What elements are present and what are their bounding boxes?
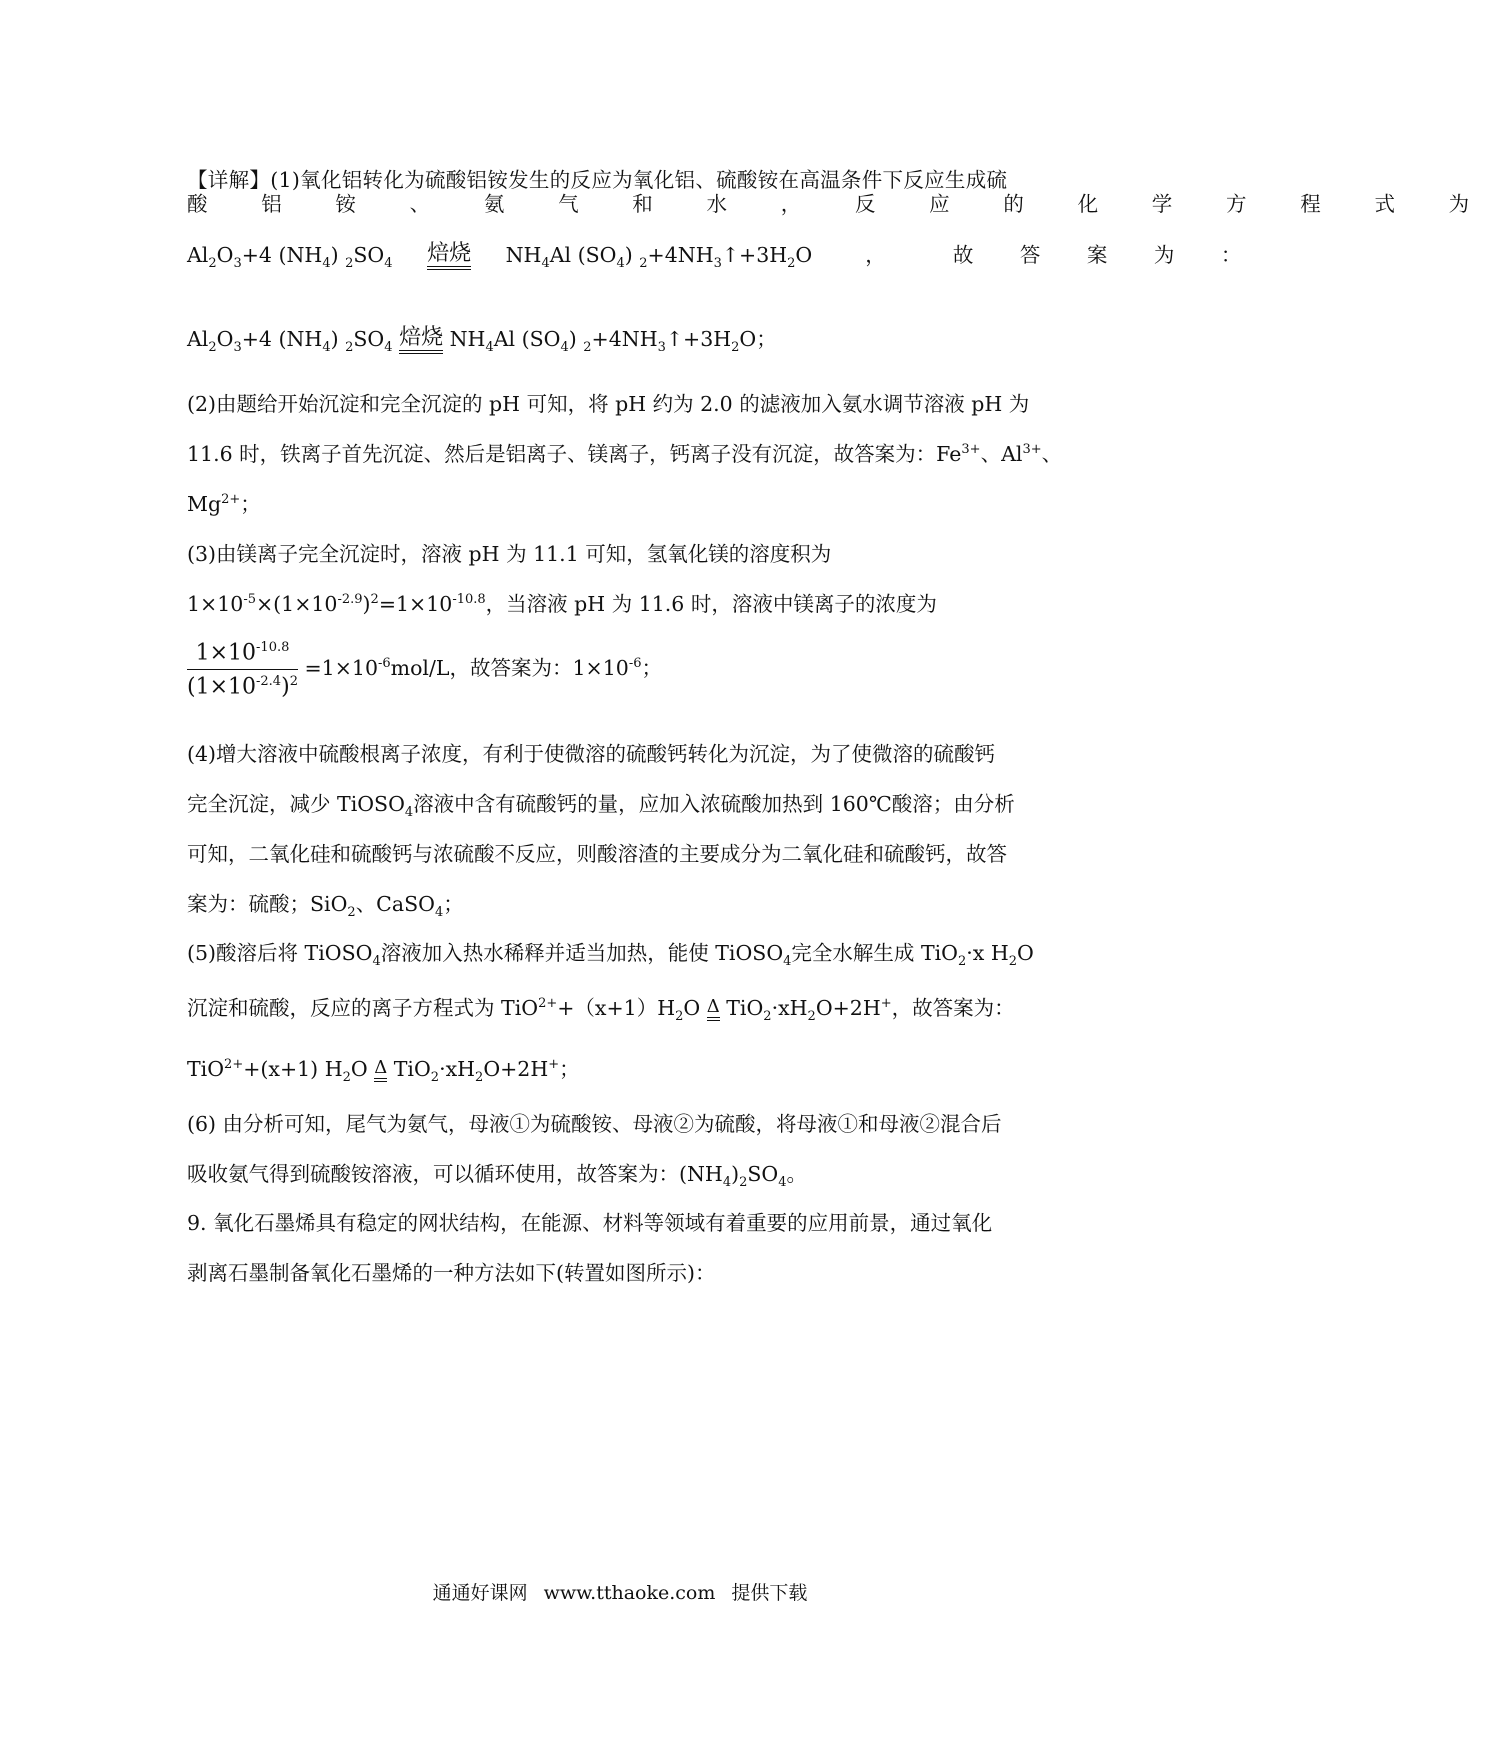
text: 11.6 时，铁离子首先沉淀、然后是铝离子、镁离子，钙离子没有沉淀，故答案为：$Fe^{3+}$、$Al^{3+}$、 bbox=[187, 442, 1063, 466]
numerator: $1\times 10^{-10.8}$ bbox=[187, 640, 298, 670]
answer-line-13 bbox=[187, 837, 1007, 867]
answer-line-12 bbox=[187, 787, 1015, 820]
text: 完全沉淀，减少 TiOSO$_4$溶液中含有硫酸钙的量，应加入浓硫酸加热到 160℃酸溶；由分析 bbox=[187, 792, 1015, 821]
text: 沉淀和硫酸，反应的离子方程式为 $TiO^{2+}+(x+1)H_2O$ bbox=[187, 996, 701, 1025]
fraction-line bbox=[187, 640, 662, 700]
text: 故 答 案 为 ： bbox=[952, 243, 1262, 267]
answer-line-18 bbox=[187, 1107, 1002, 1137]
text: (6) 由分析可知，尾气为氨气，母液①为硫酸铵、母液②为硫酸，将母液①和母液②混合后 bbox=[187, 1112, 1002, 1136]
answer-line-5 bbox=[187, 387, 1029, 417]
text: 【详解】(1)氧化铝转化为硫酸铝铵发生的反应为氧化铝、硫酸铵在高温条件下反应生成硫 bbox=[187, 168, 1008, 192]
answer-line-9 bbox=[187, 587, 937, 617]
text: $NH_4Al$ $(SO_4)$ $_2+4NH_3↑+3H_2O$ bbox=[505, 243, 813, 272]
answer-line-14 bbox=[187, 887, 464, 920]
reaction-condition: Δ bbox=[707, 998, 720, 1021]
text: TiO$^{2+}$+(x+1) $H_2O$ bbox=[187, 1057, 368, 1086]
text: $1\times 10^{-5}\times(1\times 10^{-2.9})^2=1\times 10^{-10.8}$，当溶液 pH 为 11.6 时，溶液中镁离子的浓度为 bbox=[187, 592, 937, 616]
text: 9. 氧化石墨烯具有稳定的网状结构，在能源、材料等领域有着重要的应用前景，通过氧化 bbox=[187, 1211, 993, 1235]
reaction-condition: 焙烧 bbox=[399, 327, 443, 354]
text: (2)由题给开始沉淀和完全沉淀的 pH 可知，将 pH 约为 2.0 的滤液加入氨水调节溶液 pH 为 bbox=[187, 392, 1030, 416]
answer-line-11 bbox=[187, 737, 995, 767]
text: $=1\times 10^{-6}mol/L$，故答案为：$1\times 10^{-6}$； bbox=[304, 656, 662, 681]
text: $Al_2O_3+4$ $(NH_4)$ $_2SO_4$ bbox=[187, 327, 393, 356]
answer-line-15 bbox=[187, 936, 1034, 969]
question-9-line-2 bbox=[187, 1256, 716, 1286]
text: ， bbox=[865, 243, 886, 267]
reaction-condition: Δ bbox=[374, 1059, 387, 1082]
text: 酸 铝 铵 、 氨 气 和 水 ， 反 应 的 化 学 方 程 式 为 bbox=[187, 192, 1493, 216]
footer-site-name: 通通好课网 bbox=[432, 1582, 528, 1604]
equation-line-1 bbox=[187, 238, 1261, 271]
text: (5)酸溶后将 TiOSO$_4$溶液加入热水稀释并适当加热，能使 TiOSO$_4$完全水解生成 TiO$_2$·x $H_2O$ bbox=[187, 941, 1034, 970]
fraction bbox=[187, 640, 298, 700]
text: (3)由镁离子完全沉淀时，溶液 pH 为 11.1 可知，氢氧化镁的溶度积为 bbox=[187, 542, 832, 566]
answer-line-7 bbox=[187, 487, 261, 517]
equation-line-2 bbox=[187, 322, 777, 355]
text: $Mg^{2+}$； bbox=[187, 492, 261, 516]
answer-line-19 bbox=[187, 1157, 807, 1190]
answer-line-6 bbox=[187, 437, 1062, 467]
question-9-line-1 bbox=[187, 1206, 992, 1236]
answer-line-17 bbox=[187, 1052, 580, 1085]
text: $NH_4Al$ $(SO_4)$ $_2+4NH_3↑+3H_2O$； bbox=[449, 327, 777, 356]
footer-text: 提供下载 bbox=[731, 1582, 808, 1604]
text: 案为：硫酸；SiO$_2$、CaSO$_4$； bbox=[187, 892, 464, 921]
text: $TiO_2\cdot xH_2O+2H^+$； bbox=[393, 1057, 580, 1086]
answer-line-16 bbox=[187, 991, 1015, 1024]
text: 可知，二氧化硅和硫酸钙与浓硫酸不反应，则酸溶渣的主要成分为二氧化硅和硫酸钙，故答 bbox=[187, 842, 1007, 866]
text: $Al_2O_3+4$ $(NH_4)$ $_2SO_4$ bbox=[187, 243, 393, 272]
text: $TiO_2\cdot xH_2O+2H^+$，故答案为： bbox=[726, 996, 1015, 1025]
footer-url[interactable]: www.tthaoke.com bbox=[543, 1582, 716, 1604]
answer-line-8 bbox=[187, 537, 831, 567]
denominator: $(1\times 10^{-2.4})^2$ bbox=[187, 674, 298, 700]
text: (4)增大溶液中硫酸根离子浓度，有利于使微溶的硫酸钙转化为沉淀，为了使微溶的硫酸钙 bbox=[187, 742, 996, 766]
text: 剥离石墨制备氧化石墨烯的一种方法如下(转置如图所示)： bbox=[187, 1261, 716, 1285]
reaction-condition: 焙烧 bbox=[427, 243, 471, 270]
page-footer bbox=[0, 1578, 1240, 1605]
answer-line-2 bbox=[187, 187, 1493, 217]
text: 吸收氨气得到硫酸铵溶液，可以循环使用，故答案为：$(NH_4)_2SO_4$。 bbox=[187, 1162, 808, 1191]
